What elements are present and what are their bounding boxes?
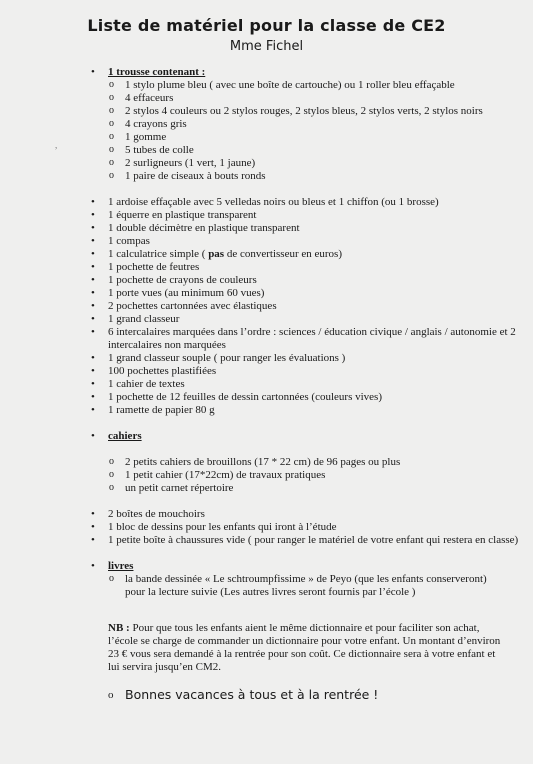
list-item: o 4 effaceurs — [0, 92, 533, 105]
list-item: o 1 stylo plume bleu ( avec une boîte de cartouche) ou 1 roller bleu effaçable — [0, 79, 533, 92]
trousse-heading: • 1 trousse contenant : — [0, 66, 533, 79]
livres-items — [0, 573, 533, 599]
list-item: • 1 compas — [0, 235, 533, 248]
list-item: • 2 pochettes cartonnées avec élastiques — [0, 300, 533, 313]
list-item: • 1 pochette de 12 feuilles de dessin cartonnées (couleurs vives) — [0, 391, 533, 404]
list-item: • 1 grand classeur — [0, 313, 533, 326]
livres-heading: • livres — [0, 560, 533, 573]
list-item: o 1 gomme — [0, 131, 533, 144]
margin-mark: , — [55, 140, 58, 150]
divers-items — [0, 508, 533, 547]
cahiers-heading: • cahiers — [0, 430, 533, 443]
list-item: • 2 boîtes de mouchoirs — [0, 508, 533, 521]
list-item: o un petit carnet répertoire — [0, 482, 533, 495]
nb-paragraph: NB : Pour que tous les enfants aient le même dictionnaire et pour faciliter son achat, l’école se charge de commander un dictionnaire pour votre enfant. Un montant d’environ 23 € vous sera demandé à la rentrée pour son coût. Ce dictionnaire sera à votre enfant et lui servira jusqu’en CM2. — [108, 622, 501, 673]
list-item: o 1 petit cahier (17*22cm) de travaux pratiques — [0, 469, 533, 482]
list-item: • 1 grand classeur souple ( pour ranger les évaluations ) — [0, 352, 533, 365]
list-item: o 2 stylos 4 couleurs ou 2 stylos rouges, 2 stylos bleus, 2 stylos verts, 2 stylos noirs — [0, 105, 533, 118]
list-item: o 2 surligneurs (1 vert, 1 jaune) — [0, 157, 533, 170]
document-title: Liste de matériel pour la classe de CE2 — [87, 16, 446, 35]
list-item: o la bande dessinée « Le schtroumpfissime » de Peyo (que les enfants conserveront) pour la lecture suivie (Les autres livres seront fournis par l’école ) — [0, 573, 533, 599]
teacher-name: Mme Fichel — [229, 39, 304, 54]
list-item: o 4 crayons gris — [0, 118, 533, 131]
list-item: o 2 petits cahiers de brouillons (17 * 22 cm) de 96 pages ou plus — [0, 456, 533, 469]
list-item: • 1 équerre en plastique transparent — [0, 209, 533, 222]
supply-list — [0, 66, 533, 701]
trousse-items — [0, 79, 533, 183]
list-item: • 1 calculatrice simple ( pas de convertisseur en euros) — [0, 248, 533, 261]
list-item: • 1 porte vues (au minimum 60 vues) — [0, 287, 533, 300]
list-item: • 1 bloc de dessins pour les enfants qui iront à l’étude — [0, 521, 533, 534]
list-item: • 1 ardoise effaçable avec 5 velledas noirs ou bleus et 1 chiffon (ou 1 brosse) — [0, 196, 533, 209]
closing-message: o Bonnes vacances à tous et à la rentrée ! — [0, 688, 533, 701]
materiel-items-a — [0, 196, 533, 248]
list-item: • 1 cahier de textes — [0, 378, 533, 391]
cahiers-items — [0, 456, 533, 495]
list-item: • 1 double décimètre en plastique transparent — [0, 222, 533, 235]
list-item: • 1 pochette de feutres — [0, 261, 533, 274]
list-item: • 1 ramette de papier 80 g — [0, 404, 533, 417]
list-item: • 100 pochettes plastifiées — [0, 365, 533, 378]
list-item: • 6 intercalaires marquées dans l’ordre : sciences / éducation civique / anglais / autonomie et 2 intercalaires non marquées — [0, 326, 533, 352]
list-item: o 5 tubes de colle — [0, 144, 533, 157]
materiel-items-b — [0, 261, 533, 417]
list-item: • 1 pochette de crayons de couleurs — [0, 274, 533, 287]
list-item: • 1 petite boîte à chaussures vide ( pour ranger le matériel de votre enfant qui restera en classe) — [0, 534, 533, 547]
list-item: o 1 paire de ciseaux à bouts ronds — [0, 170, 533, 183]
